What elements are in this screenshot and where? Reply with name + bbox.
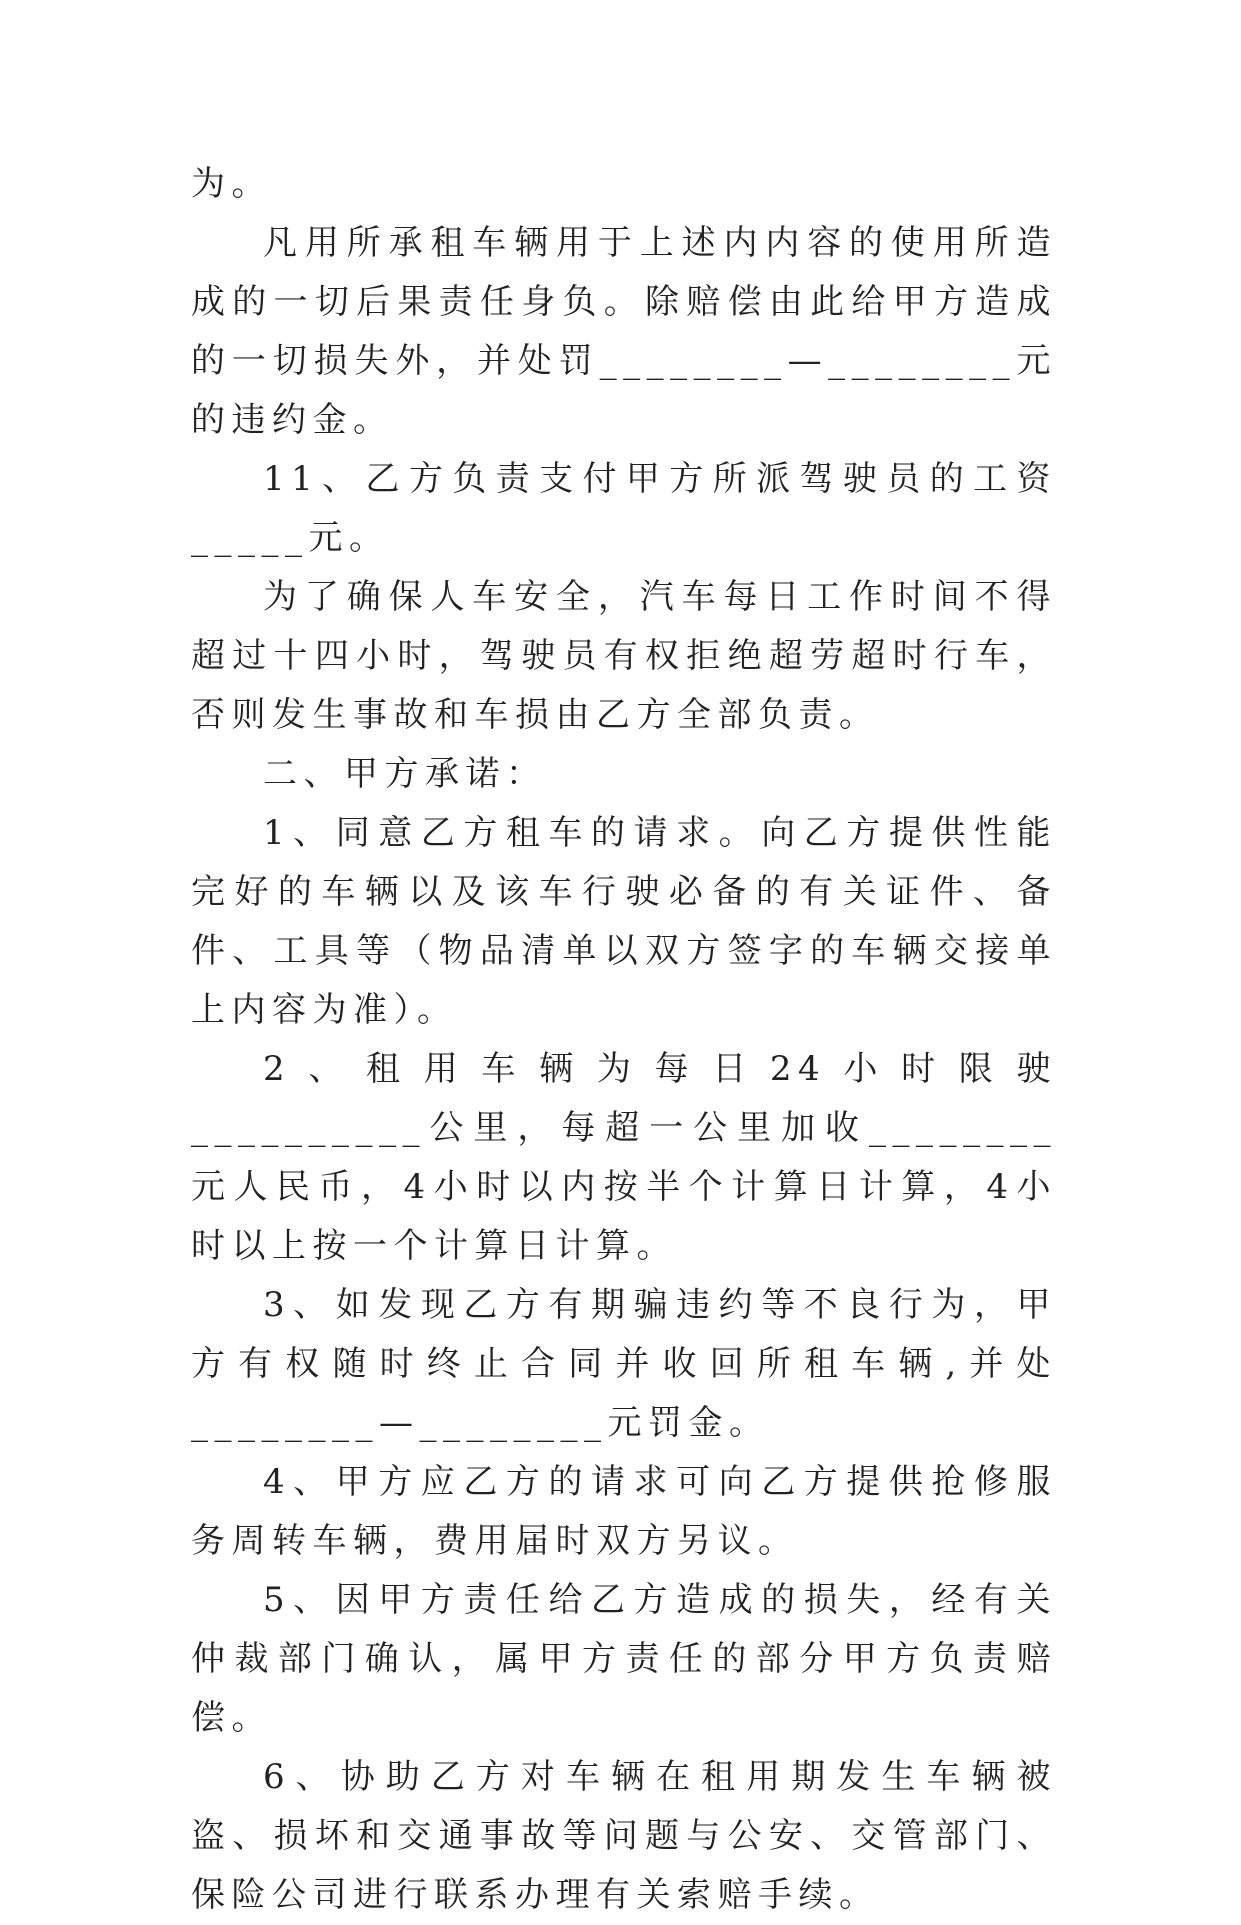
paragraph-commitment-3: 3、如发现乙方有期骗违约等不良行为，甲方有权随时终止合同并收回所租车辆,并处________—________元罚金。 <box>191 1285 1057 1443</box>
paragraph-commitment-6: 6、协助乙方对车辆在租用期发生车辆被盗、损坏和交通事故等问题与公安、交管部门、保险公司进行联系办理有关索赔手续。 <box>191 1757 1057 1915</box>
paragraph-safety-hours: 为了确保人车安全，汽车每日工作时间不得超过十四小时，驾驶员有权拒绝超劳超时行车，否则发生事故和车损由乙方全部负责。 <box>191 577 1057 735</box>
document-body <box>191 155 1057 1925</box>
paragraph-continuation: 为。 <box>191 164 272 204</box>
paragraph-commitment-2: 2、租用车辆为每日24小时限驶__________公里，每超一公里加收________元人民币，4小时以内按半个计算日计算，4小时以上按一个计算日计算。 <box>191 1049 1057 1266</box>
paragraph-commitment-1: 1、同意乙方租车的请求。向乙方提供性能完好的车辆以及该车行驶必备的有关证件、备件、工具等（物品清单以双方签字的车辆交接单上内容为准）。 <box>191 813 1057 1030</box>
paragraph-liability-penalty: 凡用所承租车辆用于上述内内容的使用所造成的一切后果责任身负。除赔偿由此给甲方造成的一切损失外，并处罚________—________元的违约金。 <box>191 223 1057 440</box>
paragraph-commitment-5: 5、因甲方责任给乙方造成的损失，经有关仲裁部门确认，属甲方责任的部分甲方负责赔偿。 <box>191 1580 1057 1738</box>
paragraph-clause-11-driver-wage: 11、乙方负责支付甲方所派驾驶员的工资_____元。 <box>191 459 1057 558</box>
paragraph-commitment-4: 4、甲方应乙方的请求可向乙方提供抢修服务周转车辆，费用届时双方另议。 <box>191 1462 1057 1561</box>
section-heading-party-a-commitments: 二、甲方承诺： <box>263 754 547 794</box>
